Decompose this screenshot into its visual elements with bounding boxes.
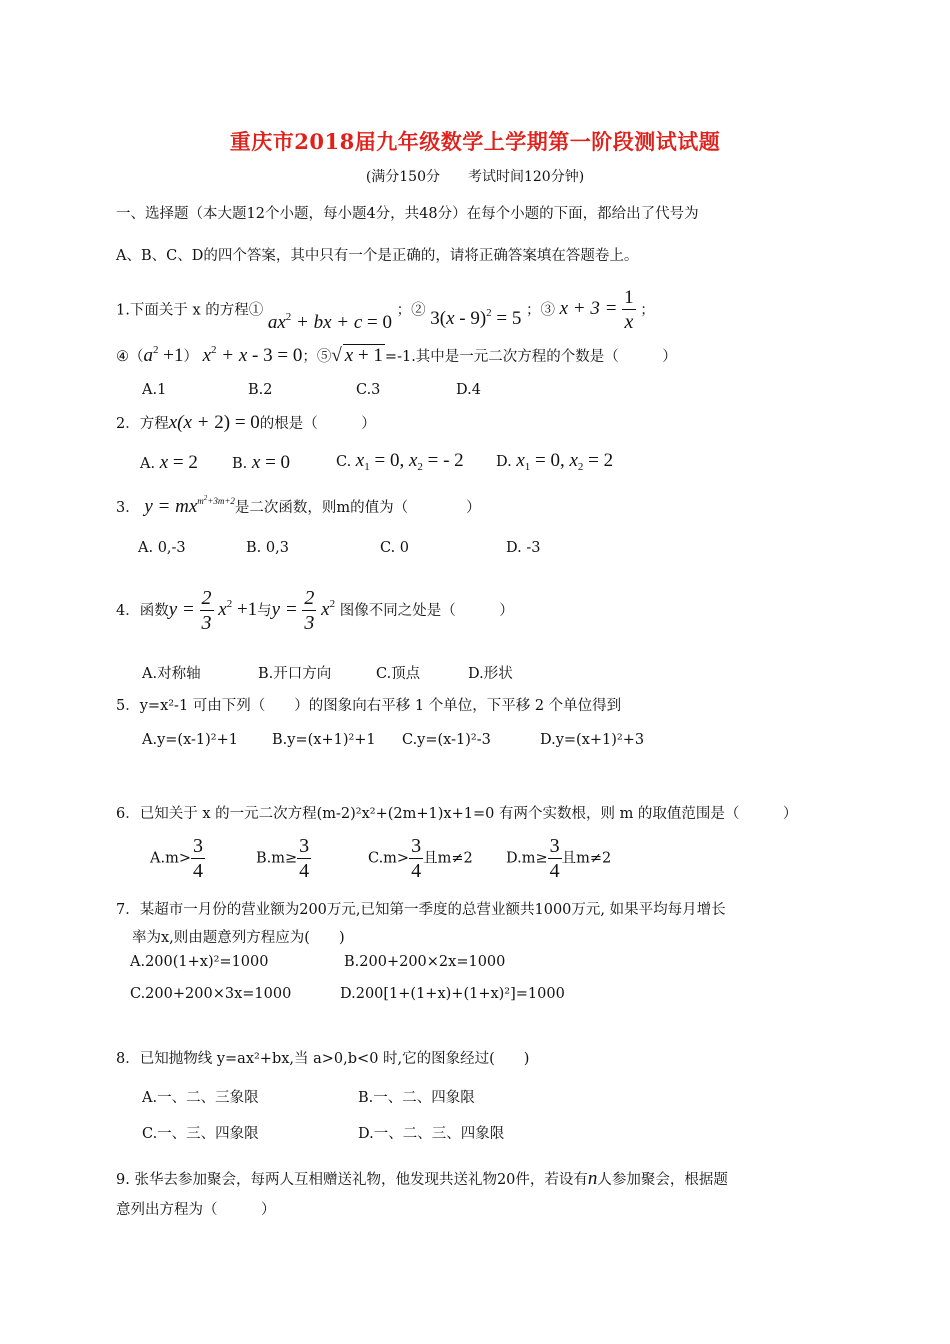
q9-line1-prefix: 9. 张华去参加聚会，每两人互相赠送礼物，他发现共送礼物20件，若设有 — [116, 1172, 588, 1188]
q1-equation-4: $x^2 + x - 3 = 0$ — [202, 344, 303, 366]
q4-option-c[interactable]: C.顶点 — [376, 666, 421, 682]
q6-option-a-fraction: $\frac{3}{4}$ — [192, 835, 203, 882]
q2-suffix: 的根是（ ） — [259, 416, 376, 432]
q2-option-c-math: $x_1 = 0$, $x_2$ = - 2 — [355, 450, 464, 473]
q4-option-a[interactable]: A.对称轴 — [142, 666, 201, 682]
q3-option-d[interactable]: D. -3 — [506, 540, 541, 556]
q6-option-d[interactable] — [506, 836, 611, 881]
q2-option-d[interactable] — [496, 450, 613, 473]
question-4 — [116, 588, 514, 633]
q1-option-d[interactable]: D.4 — [456, 382, 481, 398]
q8-option-a[interactable]: A.一、二、三象限 — [142, 1090, 259, 1106]
q6-option-c[interactable] — [368, 836, 473, 881]
q8-option-c[interactable]: C.一、三、四象限 — [142, 1126, 259, 1142]
q4-option-b[interactable]: B.开口方向 — [258, 666, 332, 682]
q7-option-b[interactable]: B.200+200×2x=1000 — [344, 954, 506, 970]
q7-option-d[interactable]: D.200[1+(1+x)+(1+x)²]=1000 — [340, 986, 565, 1002]
q1-coef-a: $a^2 +1$ — [143, 344, 184, 366]
q2-option-a-label: A. — [140, 456, 156, 472]
q6-option-c-fraction: $\frac{3}{4}$ — [411, 835, 422, 882]
q6-option-a-label: A.m> — [150, 850, 191, 867]
q1-sep1: ；② — [396, 302, 426, 319]
q6-option-b[interactable] — [256, 836, 311, 881]
q4-suffix: 图像不同之处是（ ） — [339, 602, 514, 619]
q6-option-c-label: C.m> — [368, 850, 410, 867]
q2-prefix: 2．方程 — [116, 416, 169, 432]
question-3 — [116, 494, 481, 518]
exam-info: (满分150分 考试时间120分钟) — [365, 169, 585, 185]
q7-option-c[interactable]: C.200+200×3x=1000 — [130, 986, 292, 1002]
q2-option-c[interactable] — [336, 450, 464, 473]
q5-option-a[interactable]: A.y=(x-1)²+1 — [142, 732, 238, 748]
q1-option-b[interactable]: B.2 — [248, 382, 273, 398]
q6-option-b-label: B.m≥ — [256, 850, 298, 867]
q4-prefix: 4．函数 — [116, 602, 169, 619]
q1-sep3: ； — [640, 302, 655, 319]
question-2 — [116, 412, 376, 434]
question-1-line2 — [116, 344, 677, 367]
q7-option-a[interactable]: A.200(1+x)²=1000 — [130, 954, 269, 970]
q1-line2-sep: ；⑤ — [302, 349, 332, 365]
q8-option-d[interactable]: D.一、二、三、四象限 — [358, 1126, 505, 1142]
q1-line2-mid: ） — [183, 349, 198, 365]
q2-option-d-math: $x_1 = 0$, $x_2 = 2$ — [516, 450, 614, 473]
q1-line2-prefix: ④（ — [116, 349, 144, 365]
section-instructions-line2: A、B、C、D的四个答案，其中只有一个是正确的，请将正确答案填在答题卷上。 — [116, 248, 639, 264]
q3-option-a[interactable]: A. 0,-3 — [138, 540, 186, 556]
q4-mid: 与 — [257, 602, 272, 619]
q5-option-d[interactable]: D.y=(x+1)²+3 — [540, 732, 645, 748]
question-5: 5．y=x²-1 可由下列（ ）的图象向右平移 1 个单位，下平移 2 个单位得到 — [116, 698, 622, 714]
question-7-line2: 率为x,则由题意列方程应为( ) — [132, 930, 345, 946]
q3-function: $y = mx^{m^2+3m+2}$ — [144, 494, 235, 517]
q2-option-a[interactable] — [140, 452, 198, 474]
q5-option-b[interactable]: B.y=(x+1)²+1 — [272, 732, 376, 748]
q6-option-c-cond: 且m≠2 — [423, 850, 473, 867]
q6-option-a[interactable] — [150, 836, 205, 881]
q4-function-2: y = $\frac{2}{3}$ $x^2$ — [271, 587, 336, 634]
q9-variable: n — [587, 1168, 598, 1189]
q2-option-c-label: C. — [336, 454, 352, 470]
q3-prefix: 3． — [116, 500, 140, 516]
question-7-line1: 7．某超市一月份的营业额为200万元,已知第一季度的总营业额共1000万元, 如果平均每月增长 — [116, 902, 726, 918]
q5-option-c[interactable]: C.y=(x-1)²-3 — [402, 732, 491, 748]
question-8: 8．已知抛物线 y=ax²+bx,当 a>0,b<0 时,它的图象经过( ) — [116, 1051, 530, 1067]
q1-equation-1: $ax^2$ + bx + c = 0 — [267, 311, 393, 334]
q6-option-d-fraction: $\frac{3}{4}$ — [549, 835, 560, 882]
q1-equation-5: √ x + 1 — [331, 345, 383, 366]
q1-sep2: ；③ — [525, 302, 555, 319]
q2-option-a-math: x = 2 — [159, 452, 198, 473]
q2-equation: x(x + 2) = 0 — [168, 412, 260, 433]
q2-option-b-label: B. — [232, 456, 248, 472]
q3-suffix: 是二次函数，则m的值为（ ） — [234, 500, 481, 516]
q1-equation-3: x + 3 = $\frac{1}{x}$ — [559, 287, 634, 333]
q4-function-1: y = $\frac{2}{3}$ $x^2 +1$ — [168, 587, 258, 634]
question-6: 6．已知关于 x 的一元二次方程(m-2)²x²+(2m+1)x+1=0 有两个实数根，则 m 的取值范围是（ ） — [116, 806, 798, 822]
question-1-line1 — [116, 288, 655, 332]
q3-option-c[interactable]: C. 0 — [380, 540, 410, 556]
q4-option-d[interactable]: D.形状 — [468, 666, 513, 682]
q6-option-d-cond: 且m≠2 — [561, 850, 612, 867]
q6-option-d-label: D.m≥ — [506, 850, 548, 867]
question-9-line1 — [116, 1168, 728, 1190]
q8-option-b[interactable]: B.一、二、四象限 — [358, 1090, 475, 1106]
q2-option-d-label: D. — [496, 454, 512, 470]
q1-prefix: 1.下面关于 x 的方程① — [116, 302, 264, 319]
q2-option-b-math: x = 0 — [251, 452, 291, 473]
section-instructions-line1: 一、选择题（本大题12个小题，每小题4分，共48分）在每个小题的下面，都给出了代号为 — [116, 206, 699, 222]
q1-equation-2: 3(x - 9)$^2$ = 5 — [430, 307, 522, 330]
q6-option-b-fraction: $\frac{3}{4}$ — [299, 835, 310, 882]
q1-option-c[interactable]: C.3 — [356, 382, 381, 398]
question-9-line2: 意列出方程为（ ） — [116, 1202, 276, 1218]
q2-option-b[interactable] — [232, 452, 290, 474]
page-title: 重庆市2018届九年级数学上学期第一阶段测试试题 — [229, 129, 721, 154]
q3-option-b[interactable]: B. 0,3 — [246, 540, 289, 556]
q9-line1-suffix: 人参加聚会，根据题 — [597, 1172, 728, 1188]
q1-option-a[interactable]: A.1 — [142, 382, 167, 398]
q1-line2-suffix: =-1.其中是一元二次方程的个数是（ ） — [384, 349, 677, 365]
